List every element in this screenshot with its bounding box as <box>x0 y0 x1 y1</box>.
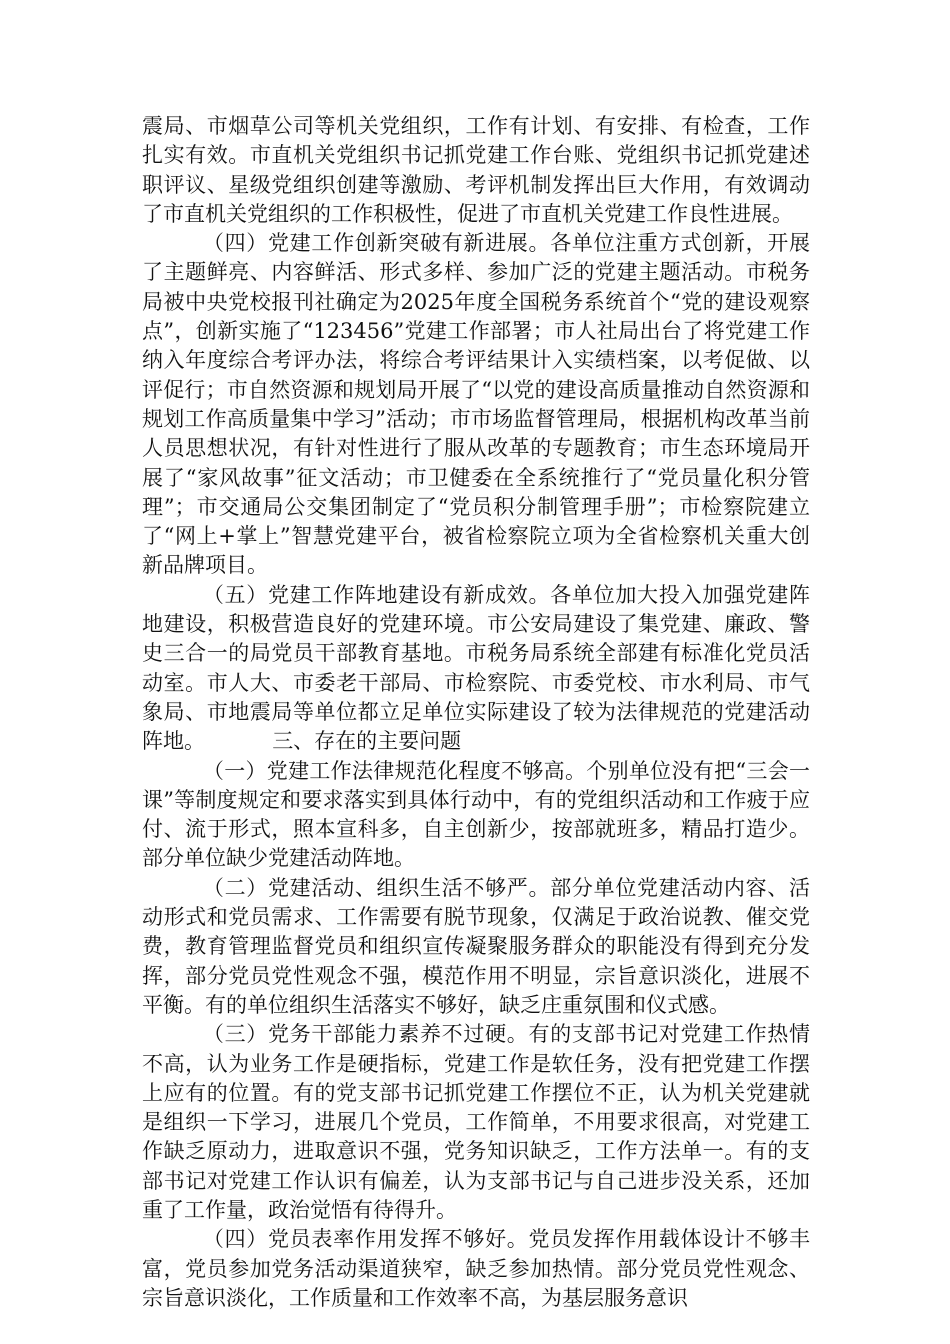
paragraph-position-building <box>142 581 810 757</box>
paragraph-problem-standardization: （一）党建工作法律规范化程度不够高。个别单位没有把“三会一课”等制度规定和要求落实到具体行动中，有的党组织活动和工作疲于应付、流于形式，照本宣科多，自主创新少，按部就班多，精品打造少。部分单位缺少党建活动阵地。 <box>142 758 810 871</box>
paragraph-problem-cadre-ability: （三）党务干部能力素养不过硬。有的支部书记对党建工作热情不高，认为业务工作是硬指标，党建工作是软任务，没有把党建工作摆上应有的位置。有的党支部书记抓党建工作摆位不正，认为机关党建就是组织一下学习，进展几个党员，工作简单，不用要求很高，对党建工作缺乏原动力，进取意识不强，党务知识缺乏，工作方法单一。有的支部书记对党建工作认识有偏差，认为支部书记与自己进步没关系，还加重了工作量，政治觉悟有待得升。 <box>142 1022 810 1222</box>
paragraph-problem-organization-life: （二）党建活动、组织生活不够严。部分单位党建活动内容、活动形式和党员需求、工作需要有脱节现象，仅满足于政治说教、催交党费，教育管理监督党员和组织宣传凝聚服务群众的职能没有得到充分发挥，部分党员党性观念不强，模范作用不明显，宗旨意识淡化，进展不平衡。有的单位组织生活落实不够好，缺乏庄重氛围和仪式感。 <box>142 875 810 1017</box>
paragraph-problem-member-role: （四）党员表率作用发挥不够好。党员发挥作用载体设计不够丰富，党员参加党务活动渠道狭窄，缺乏参加热情。部分党员党性观念、宗旨意识淡化，工作质量和工作效率不高，为基层服务意识 <box>142 1227 810 1310</box>
paragraph-innovation: （四）党建工作创新突破有新进展。各单位注重方式创新，开展了主题鲜亮、内容鲜活、形式多样、参加广泛的党建主题活动。市税务局被中央党校报刊社确定为2025年度全国税务系统首个“党的建设观察点”，创新实施了“123456”党建工作部署；市人社局出台了将党建工作纳入年度综合考评办法，将综合考评结果计入实绩档案，以考促做、以评促行；市自然资源和规划局开展了“以党的建设高质量推动自然资源和规划工作高质量集中学习”活动；市市场监督管理局，根据机构改革当前人员思想状况，有针对性进行了服从改革的专题教育；市生态环境局开展了“家风故事”征文活动；市卫健委在全系统推行了“党员量化积分管理”；市交通局公交集团制定了“党员积分制管理手册”；市检察院建立了“网上+掌上”智慧党建平台，被省检察院立项为全省检察机关重大创新品牌项目。 <box>142 231 810 578</box>
paragraph-continuation: 震局、市烟草公司等机关党组织，工作有计划、有安排、有检查，工作扎实有效。市直机关党组织书记抓党建工作台账、党组织书记抓党建述职评议、星级党组织创建等激励、考评机制发挥出巨大作用，有效调动了市直机关党组织的工作积极性，促进了市直机关党建工作良性进展。 <box>142 114 810 226</box>
paragraph-position-building-text: （五）党建工作阵地建设有新成效。各单位加大投入加强党建阵地建设，积极营造良好的党建环境。市公安局建设了集党建、廉政、警史三合一的局党员干部教育基地。市税务局系统全部建有标准化党员活动室。市人大、市委老干部局、市检察院、市委党校、市水利局、市气象局、市地震局等单位都立足单位实际建设了较为法律规范的党建活动阵地。 <box>142 582 810 754</box>
document-body <box>142 112 810 1313</box>
section-heading-main-problems: 三、存在的主要问题 <box>272 729 462 754</box>
